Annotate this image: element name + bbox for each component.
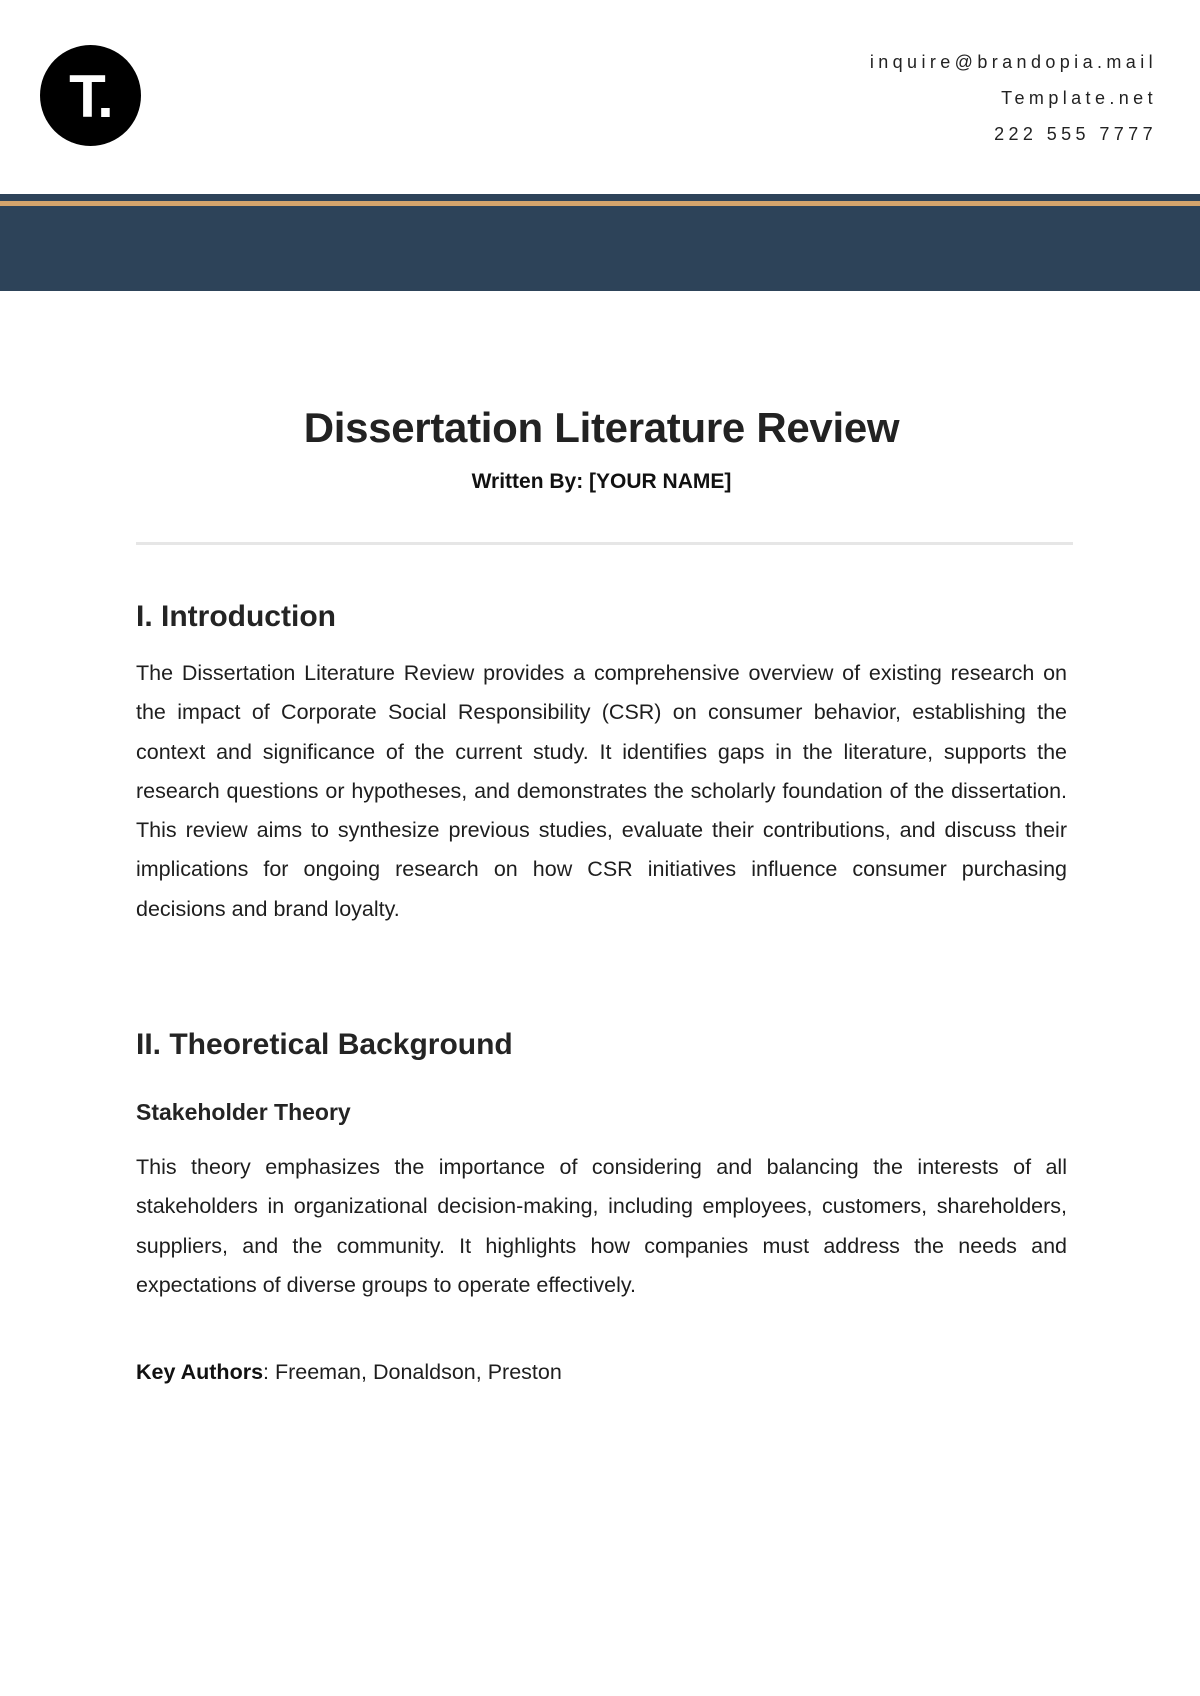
logo-text: T. [69, 62, 112, 130]
contact-email: inquire@brandopia.mail [869, 52, 1157, 72]
author-line: Written By: [YOUR NAME] [471, 470, 732, 493]
key-authors-label: Key Authors [136, 1360, 264, 1385]
stakeholder-theory-paragraph: This theory emphasizes the importance of considering and balancing the interests of all stakeholders in organizational decision-making, including employees, customers, shareholders, suppliers, and the community. It highlights how companies must address the needs and expectations of diverse groups to operate effectively. [136, 1155, 1067, 1297]
contact-website: Template.net [1001, 88, 1157, 108]
document-title: Dissertation Literature Review [303, 404, 900, 451]
page-header [0, 0, 1200, 194]
section-heading-introduction: I. Introduction [136, 600, 336, 633]
key-authors-value: : Freeman, Donaldson, Preston [263, 1360, 562, 1385]
header-band [0, 206, 1200, 291]
section-introduction [136, 597, 1067, 929]
header-band-top [0, 194, 1200, 201]
section-heading-theoretical-background: II. Theoretical Background [136, 1028, 513, 1062]
brand-logo [40, 45, 141, 146]
subsection-heading-stakeholder-theory: Stakeholder Theory [136, 1099, 351, 1126]
section-theoretical-background [136, 1025, 1067, 1387]
document-body [136, 395, 1067, 1387]
contact-phone: 222 555 7777 [994, 124, 1157, 144]
title-divider [136, 542, 1073, 545]
contact-info [870, 44, 1157, 152]
introduction-paragraph: The Dissertation Literature Review provides a comprehensive overview of existing research on the impact of Corporate Social Responsibility (CSR) on consumer behavior, establishing the context and significance of the current study. It identifies gaps in the literature, supports the research questions or hypotheses, and demonstrates the scholarly foundation of the dissertation. This review aims to synthesize previous studies, evaluate their contributions, and discuss their implications for ongoing research on how CSR initiatives influence consumer purchasing decisions and brand loyalty. [136, 661, 1067, 921]
key-authors-line [136, 1357, 1067, 1387]
